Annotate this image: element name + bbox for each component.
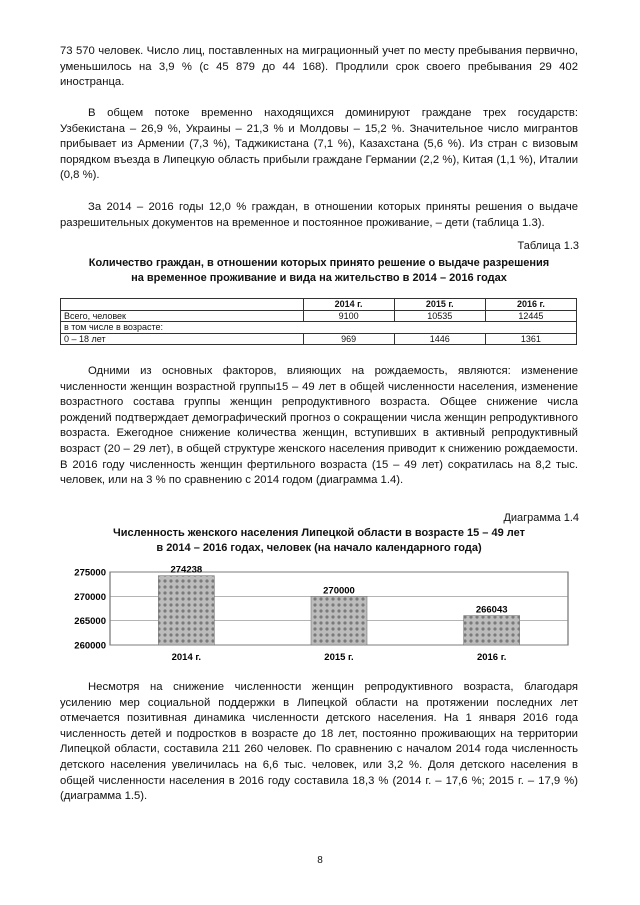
table-cell: в том числе в возрасте: (61, 322, 577, 334)
table-header-row (61, 299, 577, 311)
x-tick-label: 2015 г. (324, 652, 354, 663)
bar-value-label: 266043 (475, 604, 508, 616)
table-label: Таблица 1.3 (517, 240, 579, 252)
bar-value-label: 270000 (323, 585, 355, 597)
table-cell: 969 (303, 333, 394, 345)
paragraph-1: 73 570 человек. Число лиц, поставленных на миграционный учет по месту пребывания первично, уменьшилось на 3,9 % (с 45 879 до 44 168). Продлили срок своего пребывания 29 402 иностранца. (60, 45, 578, 89)
diagram-label: Диаграмма 1.4 (503, 512, 579, 524)
table-header-cell: 2015 г. (394, 299, 485, 311)
bar (464, 616, 520, 645)
y-tick-label: 260000 (74, 640, 106, 652)
data-table (60, 298, 577, 345)
table-row (61, 333, 577, 345)
table-header-cell: 2014 г. (303, 299, 394, 311)
table-header-cell: 2016 г. (485, 299, 576, 311)
bar (311, 596, 367, 645)
table-header-cell (61, 299, 304, 311)
bar-value-label: 274238 (170, 564, 203, 576)
diagram-title (60, 526, 578, 555)
page-number: 8 (317, 855, 323, 866)
x-tick-label: 2016 г. (476, 652, 507, 663)
bar (158, 576, 214, 645)
table-title (60, 256, 578, 285)
table-cell: 0 – 18 лет (61, 333, 304, 345)
table-title-line-2: на временное проживание и вида на жительство в 2014 – 2016 годах (131, 271, 507, 284)
diagram-title-line-1: Численность женского населения Липецкой области в возрасте 15 – 49 лет (113, 527, 525, 539)
paragraph-5: Несмотря на снижение численности женщин репродуктивного возраста, благодаря усилению мер социальной поддержки в Липецкой области на протяжении последних лет отмечается позитивная динамика численности детского населения. На 1 января 2016 года численность детей и подростков в возрасте до 18 лет, постоянно проживающих на территории Липецкой области, составила 211 260 человек. По сравнению с началом 2014 года численность детского населения увеличилась на 6,6 тыс. человек, или 3,2 %. Доля детского населения в общей численности населения в 2016 году составила 18,3 % (2014 г. – 17,6 %; 2015 г. – 17,9 %) (диаграмма 1.5). (60, 681, 578, 803)
table-cell: 1446 (394, 333, 485, 345)
table-cell: 1361 (485, 333, 576, 345)
paragraph-2: В общем потоке временно находящихся доминируют граждане трех государств: Узбекистана – 26,9 %, Украины – 21,3 % и Молдовы – 15,2 %. Значительное число мигрантов прибывает из Армении (7,3 %), Таджикистана (7,1 %), Казахстана (5,6 %). Из стран с визовым порядком въезда в Липецкую область прибыли граждане Германии (2,2 %), Китая (1,1 %), Италии (0,8 %). (60, 107, 578, 182)
diagram-title-line-2: в 2014 – 2016 годах, человек (на начало календарного года) (156, 541, 482, 554)
y-tick-label: 270000 (74, 591, 106, 603)
y-tick-label: 275000 (74, 567, 106, 579)
y-tick-label: 265000 (74, 616, 106, 628)
table-cell: 10535 (394, 310, 485, 322)
table-row (61, 310, 577, 322)
table-row (61, 322, 577, 334)
table-title-line-1: Количество граждан, в отношении которых принято решение о выдаче разрешения (88, 257, 550, 269)
table-cell: 9100 (303, 310, 394, 322)
paragraph-3: За 2014 – 2016 годы 12,0 % граждан, в отношении которых приняты решения о выдаче разрешительных документов на временное и постоянное проживание, – дети (таблица 1.3). (60, 201, 578, 229)
paragraph-4: Одними из основных факторов, влияющих на рождаемость, являются: изменение численности женщин возрастной группы15 – 49 лет в общей численности населения, изменение возрастного состава группы женщин репродуктивного возраста. Общее снижение числа рождений подтверждает демографический прогноз о сокращении числа женщин репродуктивного возраста. Ежегодное снижение количества женщин, вступивших в активный репродуктивный возраст (20 – 29 лет), в общей структуре женского населения приводит к снижению рождаемости. В 2016 году численность женщин фертильного возраста (15 – 49 лет) сократилась на 8,2 тыс. человек, или на 3 % по сравнению с 2014 годом (диаграмма 1.4). (60, 365, 578, 487)
table-cell: 12445 (485, 310, 576, 322)
bar-chart (60, 560, 580, 670)
x-tick-label: 2014 г. (171, 652, 202, 663)
table-cell: Всего, человек (61, 310, 304, 322)
